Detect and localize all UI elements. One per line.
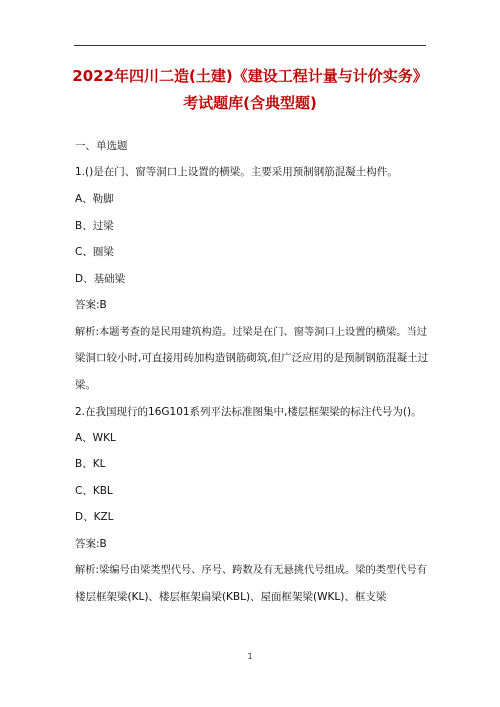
question-2-explanation-line-1: 解析:梁编号由梁类型代号、序号、跨数及有无悬挑代号组成。梁的类型代号有 (75, 564, 427, 576)
question-1-option-b: B、过梁 (75, 220, 114, 232)
question-2-option-c: C、KBL (75, 485, 113, 497)
question-1-option-a: A、勒脚 (75, 193, 114, 205)
section-heading: 一、单选题 (75, 140, 128, 152)
header-rule (74, 45, 426, 46)
question-1-explanation-line-2: 梁洞口较小时,可直接用砖加构造钢筋砌筑,但广泛应用的是预制钢筋混凝土过 (75, 352, 429, 364)
question-2-option-a: A、WKL (75, 432, 116, 444)
document-title-line-2: 考试题库(含典型题) (183, 94, 317, 112)
question-1-answer: 答案:B (75, 299, 107, 311)
question-2-option-d: D、KZL (75, 511, 114, 523)
page-number: 1 (247, 652, 253, 661)
question-1-option-c: C、圈梁 (75, 246, 114, 258)
question-2-option-b: B、KL (75, 458, 106, 470)
question-1-stem: 1.()是在门、窗等洞口上设置的横梁。主要采用预制钢筋混凝土构件。 (75, 166, 398, 178)
question-1-explanation-line-3: 梁。 (75, 379, 96, 391)
document-title-line-1: 2022年四川二造(土建)《建设工程计量与计价实务》 (72, 67, 428, 85)
question-2-stem: 2.在我国现行的16G101系列平法标准图集中,楼层框架梁的标注代号为()。 (75, 406, 422, 418)
question-1-option-d: D、基础梁 (75, 273, 126, 285)
question-1-explanation-line-1: 解析:本题考查的是民用建筑构造。过梁是在门、窗等洞口上设置的横梁。当过 (75, 326, 427, 338)
question-2-explanation-line-2: 楼层框架梁(KL)、楼层框架扁梁(KBL)、屋面框架梁(WKL)、框支梁 (75, 591, 387, 603)
question-2-answer: 答案:B (75, 538, 107, 550)
